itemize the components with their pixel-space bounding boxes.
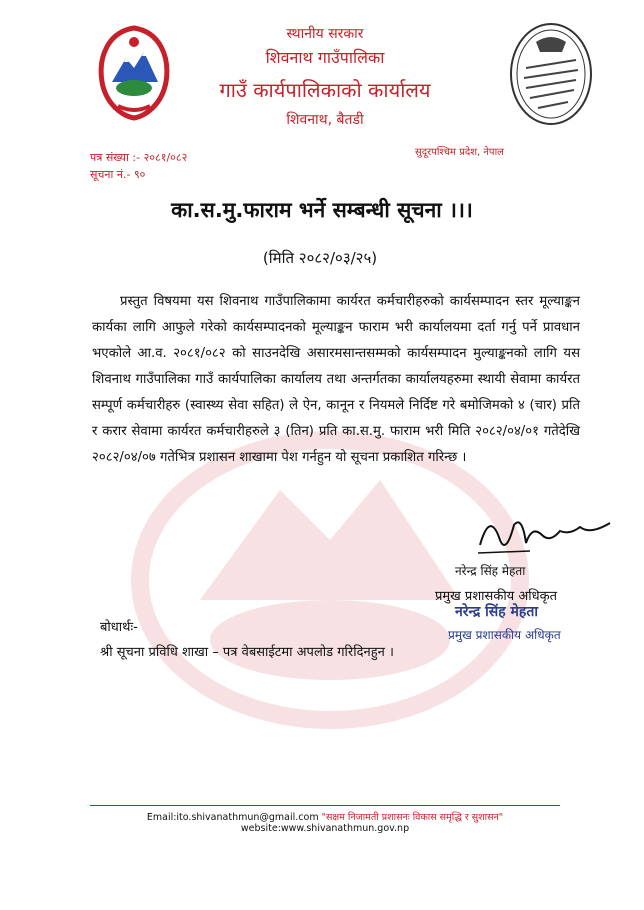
footer-slogan: "सक्षम निजामती प्रशासनः विकास समृद्धि र सुशासन": [321, 812, 504, 823]
reference-number: पत्र संख्या :- २०८१/०८२: [90, 151, 188, 164]
province-label: सुदूरपश्चिम प्रदेश, नेपाल: [415, 147, 504, 158]
signatory-title: प्रमुख प्रशासकीय अधिकृत: [435, 589, 558, 604]
footer: [90, 810, 560, 834]
signatory-name: नरेन्द्र सिंह मेहता: [455, 564, 526, 578]
header-office-title: गाउँ कार्यपालिकाको कार्यालय: [219, 78, 431, 102]
document-title: का.स.मु.फाराम भर्ने सम्बन्धी सूचना ।।।: [171, 198, 473, 222]
notice-body: प्रस्तुत विषयमा यस शिवनाथ गाउँपालिकामा कार्यरत कर्मचारीहरुको कार्यसम्पादन स्तर मूल्याङ्कन कार्यका लागि आफुले गरेको कार्यसम्पादनको मूल्याङ्कन फाराम भरी कार्यालयमा दर्ता गर्नु पर्ने प्रावधान भएकोले आ.व. २०८१/०८२ को साउनदेखि असारमसान्तसम्मको कार्यसम्पादन मुल्याङ्कनको लागि यस शिवनाथ गाउँपालिका गाउँ कार्यपालिका कार्यालय तथा अन्तर्गतका कार्यालयहरुमा स्थायी सेवामा कार्यरत सम्पूर्ण कर्मचारीहरु (स्वास्थ्य सेवा सहित) ले ऐन, कानून र नियमले निर्दिष्ट गरे बमोजिमको ४ (चार) प्रति र करार सेवामा कार्यरत कर्मचारीहरुले ३ (तिन) प्रति का.स.मु. फाराम भरी मिति २०८२/०४/०१ गतेदेखि २०८२/०४/०७ गतेभित्र प्रशासन शाखामा पेश गर्नहुन यो सूचना प्रकाशित गरिन्छ ।: [92, 294, 580, 465]
official-seal-stamp: [508, 20, 594, 128]
header-line-1: स्थानीय सरकार: [286, 26, 364, 42]
notice-number: सूचना नं.- ९०: [90, 168, 146, 181]
watermark-emblem: [130, 430, 530, 730]
cc-item: श्री सूचना प्रविधि शाखा – पत्र वेबसाईटमा अपलोड गरिदिनहुन ।: [100, 645, 394, 660]
name-stamp: नरेन्द्र सिंह मेहता: [455, 604, 538, 620]
title-stamp: प्रमुख प्रशासकीय अधिकृत: [448, 628, 561, 642]
signature-mark: [470, 505, 620, 565]
cc-label: बोधार्थः-: [100, 620, 138, 635]
document-date: (मिति २०८२/०३/२५): [262, 249, 378, 267]
footer-divider: [90, 805, 560, 806]
footer-email: Email:ito.shivanathmun@gmail.com: [146, 812, 319, 823]
emblem-icon: [88, 22, 180, 122]
footer-website: website:www.shivanathmun.gov.np: [240, 823, 410, 834]
header-address: शिवनाथ, बैतडी: [286, 112, 364, 128]
header-line-2: शिवनाथ गाउँपालिका: [265, 48, 385, 67]
